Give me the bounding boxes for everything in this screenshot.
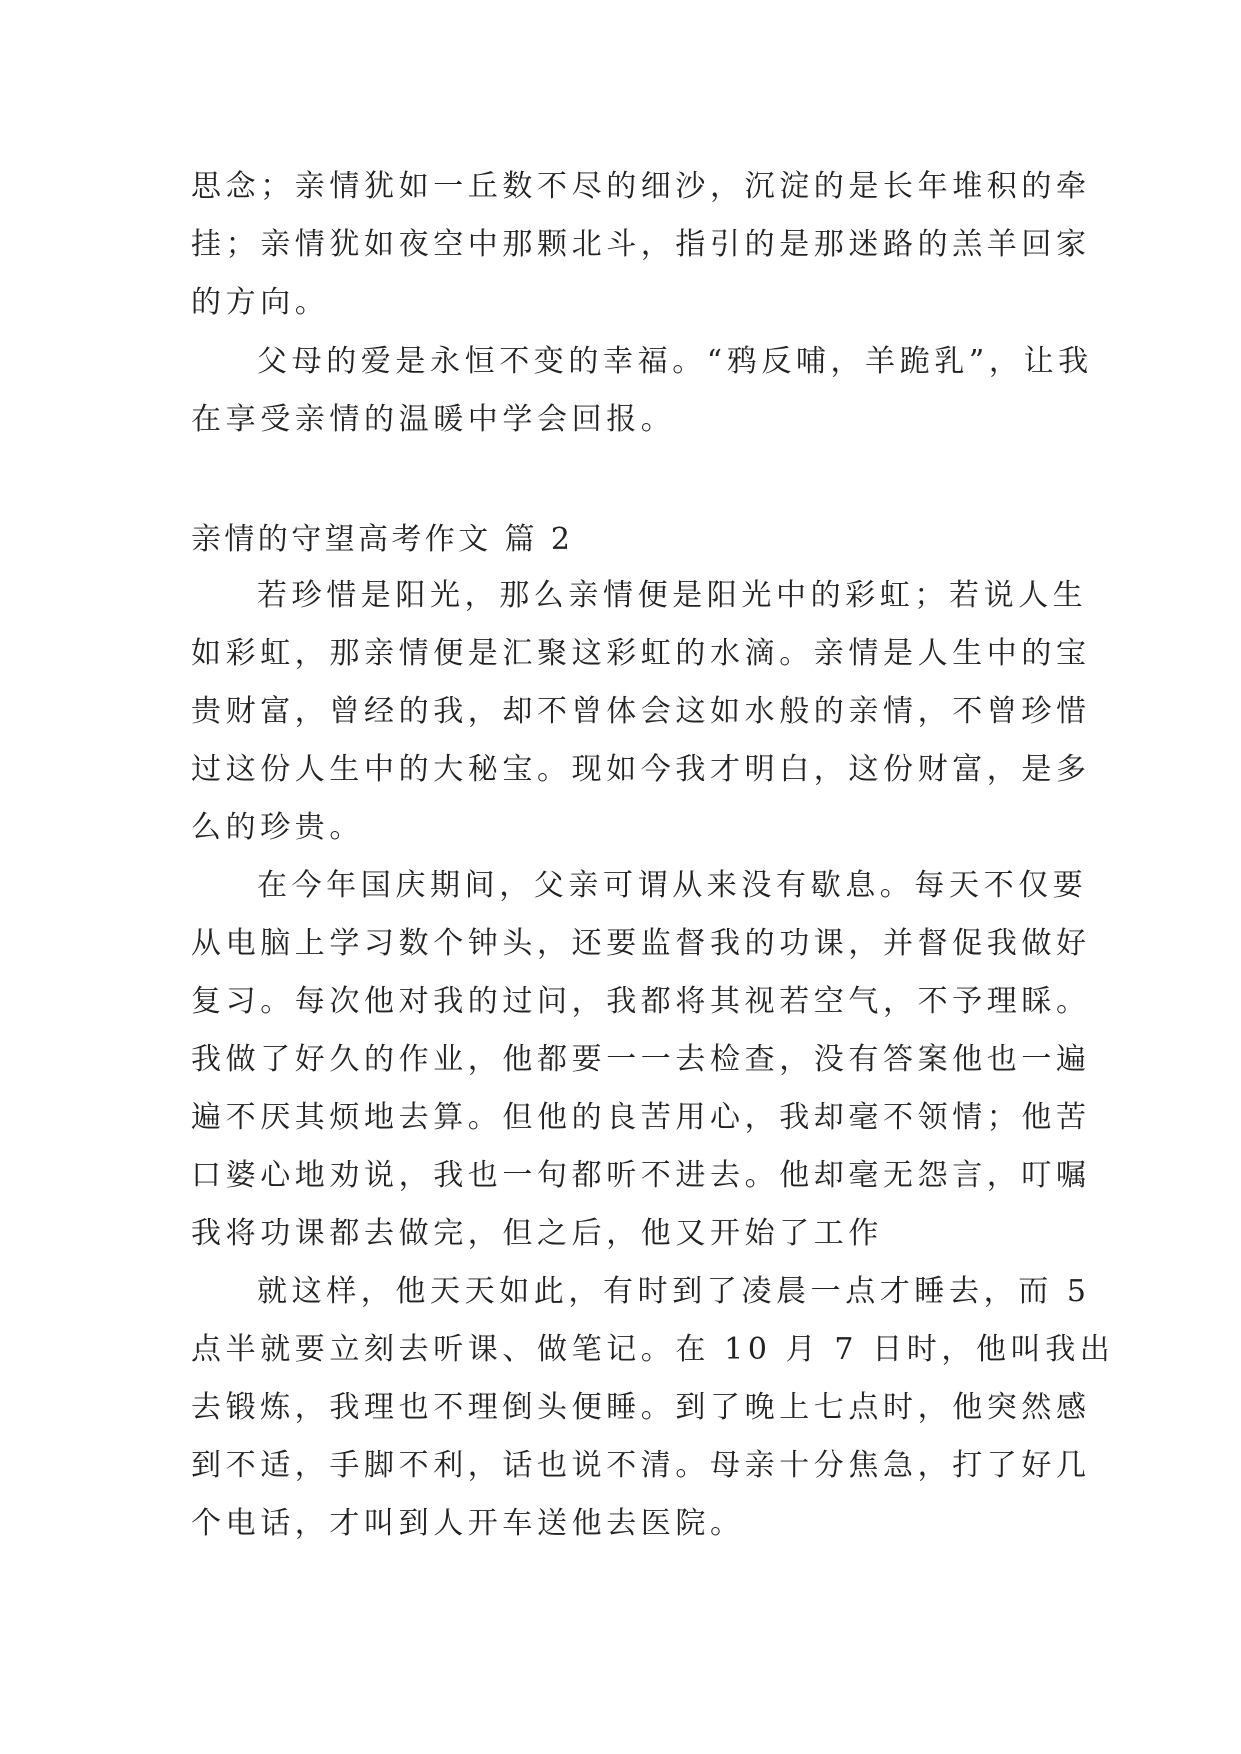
text-line: 口婆心地劝说，我也一句都听不进去。他却毫无怨言，叮嘱 bbox=[191, 1158, 1091, 1193]
text-line: 个电话，才叫到人开车送他去医院。 bbox=[191, 1506, 745, 1541]
text-line: 父母的爱是永恒不变的幸福。“鸦反哺，羊跪乳”，让我 bbox=[257, 344, 1093, 379]
text-line: 我将功课都去做完，但之后，他又开始了工作 bbox=[191, 1216, 883, 1251]
paragraph-continuation bbox=[191, 158, 1091, 332]
text-line: 点半就要立刻去听课、做笔记。在 10 月 7 日时，他叫我出 bbox=[191, 1332, 1115, 1367]
text-line: 去锻炼，我理也不理倒头便睡。到了晚上七点时，他突然感 bbox=[191, 1390, 1091, 1425]
text-line: 从电脑上学习数个钟头，还要监督我的功课，并督促我做好 bbox=[191, 926, 1091, 961]
text-line: 过这份人生中的大秘宝。现如今我才明白，这份财富，是多 bbox=[191, 752, 1091, 787]
paragraph-hospital bbox=[191, 1263, 1115, 1553]
paragraph-parents-love bbox=[191, 333, 1093, 449]
text-line: 若珍惜是阳光，那么亲情便是阳光中的彩虹；若说人生 bbox=[257, 578, 1088, 613]
text-line: 么的珍贵。 bbox=[191, 810, 364, 845]
text-line: 在享受亲情的温暖中学会回报。 bbox=[191, 402, 676, 437]
text-line: 在今年国庆期间，父亲可谓从来没有歇息。每天不仅要 bbox=[257, 868, 1088, 903]
text-line: 的方向。 bbox=[191, 285, 330, 320]
text-line: 到不适，手脚不利，话也说不清。母亲十分焦急，打了好几 bbox=[191, 1448, 1091, 1483]
text-line: 挂；亲情犹如夜空中那颗北斗，指引的是那迷路的羔羊回家 bbox=[191, 227, 1091, 262]
text-line: 思念；亲情犹如一丘数不尽的细沙，沉淀的是长年堆积的牵 bbox=[191, 169, 1091, 204]
text-line: 如彩虹，那亲情便是汇聚这彩虹的水滴。亲情是人生中的宝 bbox=[191, 636, 1091, 671]
text-line: 复习。每次他对我的过问，我都将其视若空气，不予理睬。 bbox=[191, 984, 1091, 1019]
paragraph-sunshine bbox=[191, 567, 1091, 857]
text-line: 就这样，他天天如此，有时到了凌晨一点才睡去，而 5 bbox=[257, 1274, 1091, 1309]
text-line: 遍不厌其烦地去算。但他的良苦用心，我却毫不领情；他苦 bbox=[191, 1100, 1091, 1135]
paragraph-national-day bbox=[191, 857, 1091, 1263]
text-line: 贵财富，曾经的我，却不曾体会这如水般的亲情，不曾珍惜 bbox=[191, 694, 1091, 729]
section-heading: 亲情的守望高考作文 篇 2 bbox=[191, 522, 574, 557]
text-line: 我做了好久的作业，他都要一一去检查，没有答案他也一遍 bbox=[191, 1042, 1091, 1077]
